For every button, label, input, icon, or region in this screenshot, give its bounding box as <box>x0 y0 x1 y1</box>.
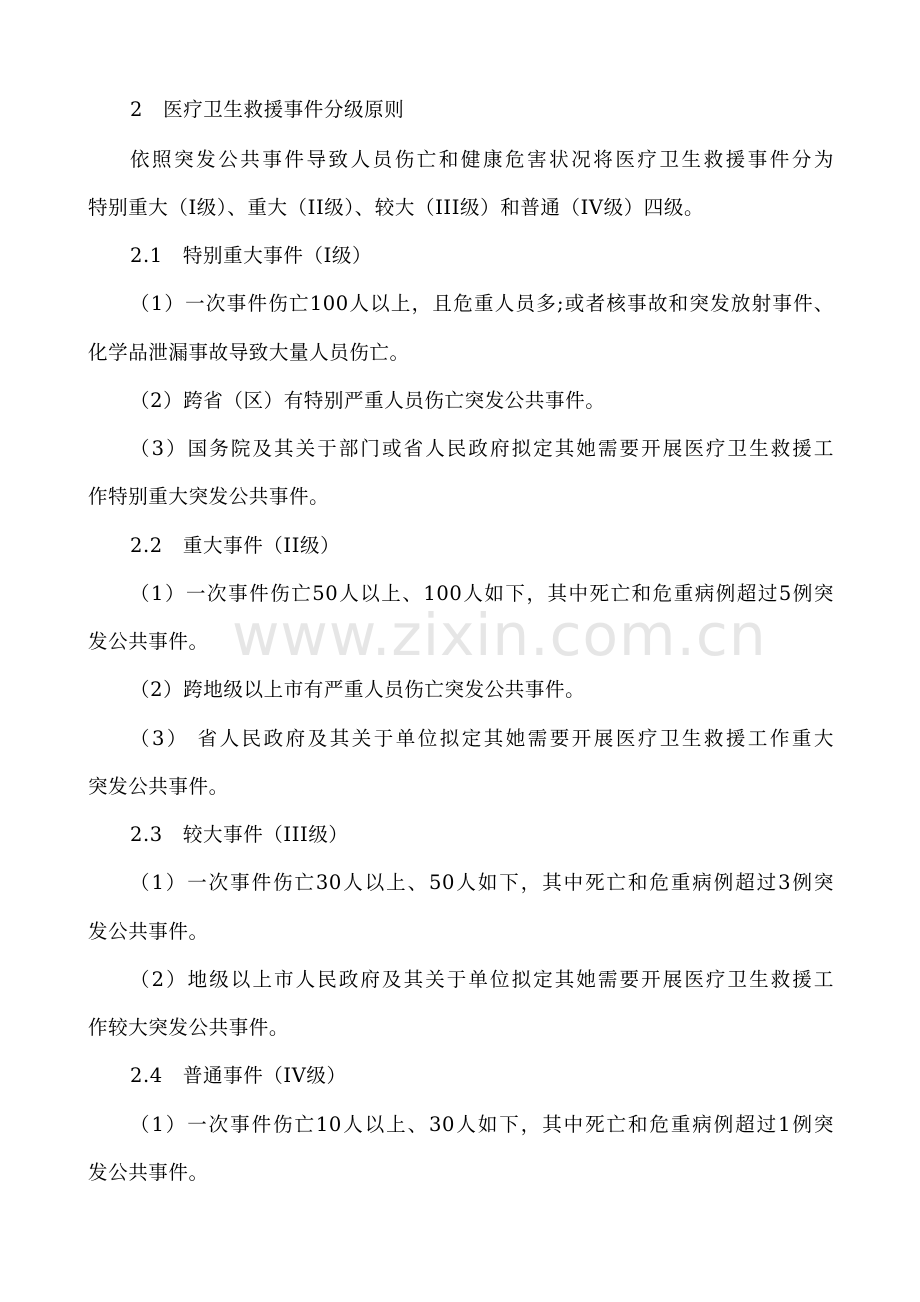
paragraph-line: 依照突发公共事件导致人员伤亡和健康危害状况将医疗卫生救援事件分为 <box>130 148 834 171</box>
subsection-heading: 2.3 较大事件（III级） <box>130 823 349 846</box>
paragraph-line: 作特别重大突发公共事件。 <box>88 485 330 508</box>
subsection-heading: 2.2 重大事件（II级） <box>130 534 341 557</box>
paragraph-line: （2）跨省（区）有特别严重人员伤亡突发公共事件。 <box>130 389 606 412</box>
watermark: www.zixin.com.cn <box>232 601 767 669</box>
paragraph-line: 化学品泄漏事故导致大量人员伤亡。 <box>88 341 410 364</box>
paragraph-line: 突发公共事件。 <box>88 775 229 798</box>
paragraph-line: （1）一次事件伤亡50人以上、100人如下，其中死亡和危重病例超过5例突 <box>130 582 834 605</box>
section-heading: 2 医疗卫生救援事件分级原则 <box>130 98 405 121</box>
paragraph-line: （3） 省人民政府及其关于单位拟定其她需要开展医疗卫生救援工作重大 <box>130 727 834 750</box>
paragraph-line: （2）跨地级以上市有严重人员伤亡突发公共事件。 <box>130 678 586 701</box>
paragraph-line: 作较大突发公共事件。 <box>88 1016 290 1039</box>
subsection-heading: 2.1 特别重大事件（I级） <box>130 244 373 267</box>
paragraph-line: （1）一次事件伤亡10人以上、30人如下，其中死亡和危重病例超过1例突 <box>130 1113 834 1136</box>
paragraph-line: （2）地级以上市人民政府及其关于单位拟定其她需要开展医疗卫生救援工 <box>130 968 834 991</box>
subsection-heading: 2.4 普通事件（IV级） <box>130 1064 347 1087</box>
paragraph-line: （1）一次事件伤亡100人以上，且危重人员多;或者核事故和突发放射事件、 <box>130 292 834 315</box>
paragraph-line: （3）国务院及其关于部门或省人民政府拟定其她需要开展医疗卫生救援工 <box>130 437 834 460</box>
paragraph-line: （1）一次事件伤亡30人以上、50人如下，其中死亡和危重病例超过3例突 <box>130 871 834 894</box>
paragraph-line: 发公共事件。 <box>88 630 209 653</box>
paragraph-line: 特别重大（I级）、重大（II级）、较大（III级）和普通（IV级）四级。 <box>88 196 705 219</box>
paragraph-line: 发公共事件。 <box>88 1161 209 1184</box>
paragraph-line: 发公共事件。 <box>88 920 209 943</box>
